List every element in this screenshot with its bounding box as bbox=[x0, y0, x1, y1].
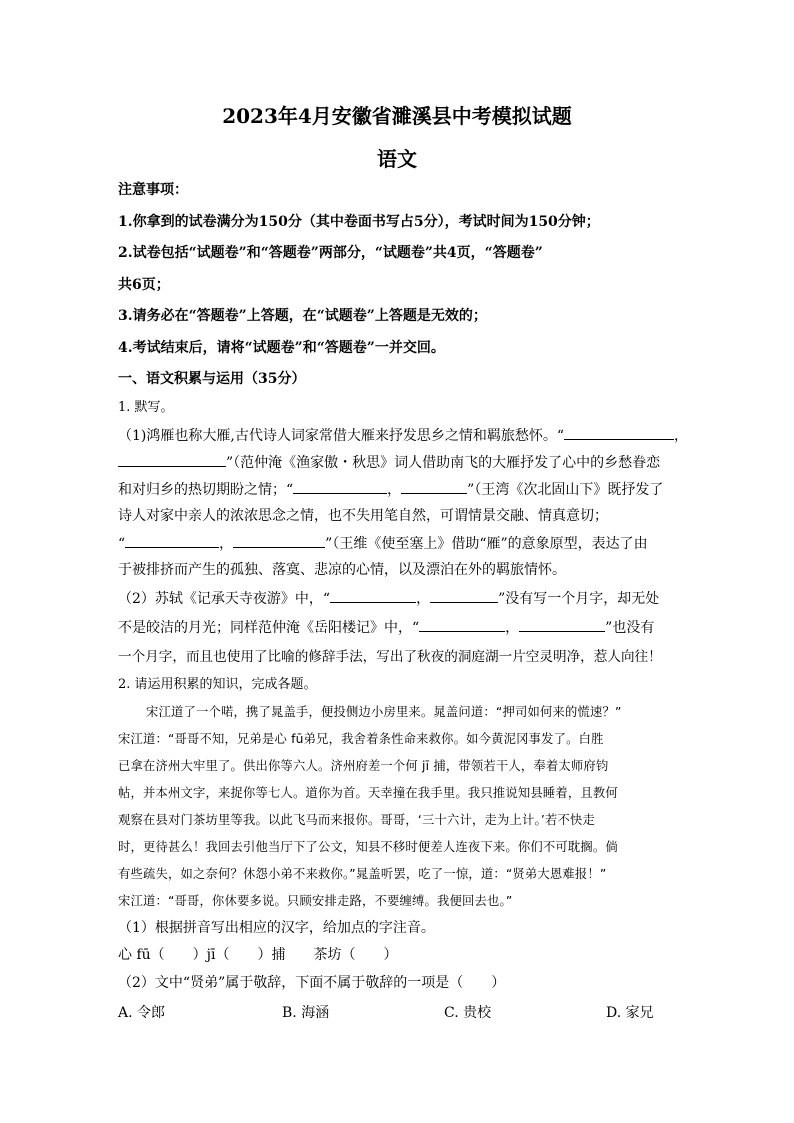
q2-1-prompt: （1）根据拼音写出相应的汉字，给加点的字注音。 bbox=[118, 920, 435, 936]
answer-blank[interactable] bbox=[519, 617, 605, 632]
q2-2-prompt: （2）文中“贤弟”属于敬辞，下面不属于敬辞的一项是（ ） bbox=[118, 975, 506, 991]
q1-2-line-3: 一个月字，而且也使用了比喻的修辞手法，写出了秋夜的洞庭湖一片空灵明净，惹人向往！ bbox=[118, 649, 662, 665]
passage-line: 时，更待甚么！我回去引他当厅下了公文，知县不移时便差人连夜下来。你们不可耽搁。倘 bbox=[118, 840, 618, 854]
q1-1-text: ”（范仲淹《渔家傲・秋思》词人借助南飞的大雁抒发了心中的乡愁眷恋 bbox=[226, 455, 661, 471]
notice-item-1: 1.你拿到的试卷满分为150分（其中卷面书写占5分），考试时间为150分钟； bbox=[118, 214, 600, 230]
q2-1-blanks: 心 fū（ ）jī（ ）捕 茶坊（ ） bbox=[118, 947, 398, 963]
section-heading: 一、语文积累与运用（35分） bbox=[118, 371, 306, 387]
passage-line: 宋江道：“哥哥，你休要多说。只顾安排走路，不要缠缚。我便回去也。” bbox=[118, 894, 513, 908]
notice-item-2: 2.试卷包括“试题卷”和“答题卷”两部分，“试题卷”共4页，“答题卷” bbox=[118, 245, 543, 261]
answer-blank[interactable] bbox=[233, 533, 325, 548]
option-a[interactable]: A. 令郎 bbox=[118, 1005, 166, 1021]
option-c[interactable]: C. 贵校 bbox=[444, 1005, 492, 1021]
q1-1-line-1 bbox=[118, 425, 688, 446]
answer-blank[interactable] bbox=[401, 479, 467, 494]
subject-title: 语文 bbox=[377, 147, 417, 171]
q1-1-comma: ， bbox=[673, 428, 688, 444]
q1-1-text: （1)鸿雁也称大雁,古代诗人词家常借大雁来抒发思乡之情和羁旅愁怀。“ bbox=[118, 428, 564, 444]
answer-blank[interactable] bbox=[293, 479, 387, 494]
notice-item-4: 4.考试结束后，请将“试题卷”和“答题卷”一并交回。 bbox=[118, 340, 445, 356]
exam-title: 2023年4月安徽省濉溪县中考模拟试题 bbox=[222, 104, 572, 128]
answer-blank[interactable] bbox=[330, 588, 416, 603]
passage-line: 宋江道：“哥哥不知，兄弟是心 fū弟兄，我舍着条性命来救你。如今黄泥冈事发了。白胜 bbox=[118, 732, 604, 746]
q1-2-line-2 bbox=[118, 617, 683, 638]
q1-1-text: “ bbox=[118, 536, 126, 552]
q1-1-line-3 bbox=[118, 479, 683, 500]
notice-item-3: 3.请务必在“答题卷”上答题，在“试题卷”上答题是无效的； bbox=[118, 308, 487, 324]
q1-1-comma: ， bbox=[219, 536, 234, 552]
question-1-label: 1. 默写。 bbox=[118, 400, 174, 415]
q1-2-text: ”没有写一个月字，却无处 bbox=[498, 591, 660, 607]
passage-line: 宋江道了一个喏，携了晁盖手，便投侧边小房里来。晁盖问道：“押司如何来的慌速？” bbox=[146, 705, 622, 719]
q1-2-text: 不是皎洁的月光；同样范仲淹《岳阳楼记》中，“ bbox=[118, 620, 420, 636]
answer-blank[interactable] bbox=[564, 425, 674, 440]
notice-heading: 注意事项： bbox=[118, 182, 188, 198]
answer-blank[interactable] bbox=[118, 452, 226, 467]
q1-2-text: ”也没有 bbox=[605, 620, 655, 636]
notice-item-2-cont: 共6页； bbox=[118, 277, 170, 293]
answer-blank[interactable] bbox=[430, 588, 498, 603]
option-d[interactable]: D. 家兄 bbox=[606, 1005, 654, 1021]
option-b[interactable]: B. 海涵 bbox=[282, 1005, 330, 1021]
q1-1-line-4: 诗人对家中亲人的浓浓思念之情，也不失用笔自然，可谓情景交融、情真意切； bbox=[118, 508, 608, 524]
passage-line: 观察在县对门茶坊里等我。以此飞马而来报你。哥哥，‘三十六计，走为上计。’若不快走 bbox=[118, 813, 595, 827]
q1-1-comma: ， bbox=[387, 482, 402, 498]
q1-2-text: （2）苏轼《记承天寺夜游》中，“ bbox=[118, 591, 331, 607]
q1-2-comma: ， bbox=[416, 591, 431, 607]
q1-1-line-5 bbox=[118, 533, 683, 554]
q1-2-comma: ， bbox=[505, 620, 520, 636]
q1-1-line-6: 于被排挤而产生的孤独、落寞、悲凉的心情，以及漂泊在外的羁旅情怀。 bbox=[118, 562, 566, 578]
answer-blank[interactable] bbox=[419, 617, 505, 632]
passage-line: 帖，并本州文字，来捉你等七人。道你为首。天幸撞在我手里。我只推说知县睡着，且教何 bbox=[118, 786, 618, 800]
q1-2-line-1 bbox=[118, 588, 683, 609]
passage-line: 有些疏失，如之奈何？休怨小弟不来救你。”晁盖听罢，吃了一惊，道：“贤弟大恩难报！” bbox=[118, 867, 607, 881]
q1-1-text: ”（王湾《次北固山下》既抒发了 bbox=[467, 482, 664, 498]
passage-line: 已拿在济州大牢里了。供出你等六人。济州府差一个何 jī 捕，带领若干人，奉着太师府钧 bbox=[118, 759, 609, 773]
q1-1-line-2 bbox=[118, 452, 683, 473]
q1-1-text: 和对归乡的热切期盼之情；“ bbox=[118, 482, 294, 498]
question-2-label: 2. 请运用积累的知识，完成各题。 bbox=[118, 677, 317, 692]
answer-blank[interactable] bbox=[125, 533, 219, 548]
q1-1-text: ”（王维《使至塞上》借助“雁”的意象原型，表达了由 bbox=[325, 536, 648, 552]
